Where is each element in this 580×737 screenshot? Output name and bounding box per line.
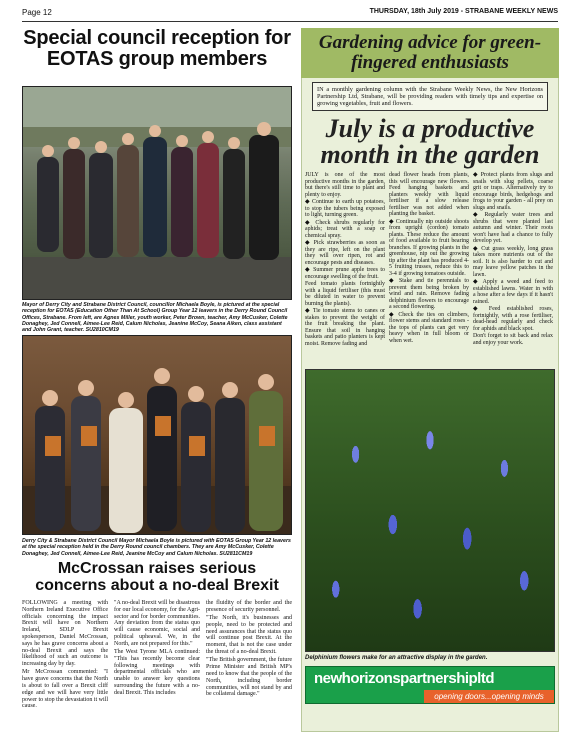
paragraph: the fluidity of the border and the presence of security personnel.: [206, 600, 292, 613]
gardening-article: [305, 172, 555, 348]
paragraph: Don't forget to sit back and relax and enjoy your work.: [473, 333, 553, 346]
paragraph: The West Tyrone MLA continued: "This has recently become clear following meetings with departmental officials who are unable to answer key questions surrounding the future with a no-deal Brexit. This includes: [114, 649, 200, 696]
paragraph: ◆ Cut grass weekly, long grass takes more nutrients out of the soil. It is also harder to cut and may leave yellow patches in the lawn.: [473, 245, 553, 278]
paragraph: Feed tomato plants fortnightly with a liquid fertiliser (this must be diluted in water to prevent burning the plants).: [305, 281, 385, 307]
photo-caption-1: Mayor of Derry City and Strabane District Council, councillor Michaela Boyle, is pictured at the special reception for EOTAS (Education Other Than At School) Group Year 12 leavers in the Derry Round Council Offices, Strabane. From left, are Agnes Miller, youth worker, Peter Brown, teacher, Amy McCusker, Colette Donaghey, Jed Connell, Aimee-Lee Reid, Calum Nicholas, Jeanine McCoy, Seana Aiken, class assistant and John Grant, teacher. SU2810CM19: [22, 302, 288, 334]
page-header: [22, 6, 558, 22]
left-column: [22, 28, 292, 70]
gardening-intro: IN a monthly gardening column with the Strabane Weekly News, the New Horizons Partnership Ltd, Strabane, will be providing readers with timely tips and expertise on growing vegetables, fruit and flowers.: [312, 82, 548, 111]
group-photo-2: [22, 335, 292, 535]
brexit-article: [22, 600, 292, 712]
new-horizons-logo: [305, 666, 555, 704]
paragraph: "The British government, the future Prime Minister and British MP's need to know that the people of the North, including border communities, will not stand by and be collateral damage.": [206, 657, 292, 698]
paragraph: ◆ Tie tomato stems to canes or stakes to prevent the weight of the fruit breaking the plant. Ensure that soil in hanging baskets and patio planters is kept moist. Remove fading and: [305, 308, 385, 347]
paragraph: ◆ Feed established roses, fortnightly, with a rose fertiliser, dead-head regularly and check for aphids and black spot.: [473, 306, 553, 332]
brexit-article-col-1: [22, 600, 108, 712]
group-photo-1-illustration: [23, 87, 292, 300]
paragraph: ◆ Check shrubs regularly for aphids; treat with a soap or chemical spray.: [305, 219, 385, 239]
paragraph: JULY is one of the most productive months in the garden, but there's still time to plant and plenty to enjoy.: [305, 172, 385, 198]
paragraph: "A no-deal Brexit will be disastrous for our local economy, for the Agri-sector and for border communities. Any deviation from the status quo will cause economic, social and political upheaval. We, in the North, are not prepared for this.": [114, 600, 200, 647]
gardening-col-2: [389, 172, 469, 348]
logo-name: newhorizonspartnershipltd: [314, 670, 495, 687]
gardening-col-1: [305, 172, 385, 348]
brexit-article-col-2: [114, 600, 200, 712]
paragraph: ◆ Check the ties on climbers, flower stems and standard roses - the tops of plants can get very heavy when in full bloom or when wet.: [389, 311, 469, 344]
group-photo-2-illustration: [23, 336, 292, 535]
paragraph: "The North, it's businesses and people, need to be protected and need assurances that the status quo will continue post Brexit. At the moment, that is not the case under the threat of a no-deal Brexit.: [206, 615, 292, 656]
page-number: Page 12: [22, 8, 52, 17]
gardening-col-3: [473, 172, 553, 348]
gardening-title: July is a productive month in the garden: [320, 114, 540, 169]
paragraph: ◆ Regularly water trees and shrubs that were planted last autumn and winter. Their roots won't have had a chance to fully develop yet.: [473, 212, 553, 244]
gardening-banner: [301, 28, 559, 78]
brexit-headline: McCrossan raises serious concerns about a no-deal Brexit: [35, 560, 279, 594]
paragraph: ◆ Continue to earth up potatoes, to stop the tubers being exposed to light, turning green.: [305, 199, 385, 218]
paragraph: ◆ Apply a weed and feed to established lawns. Water in with a hose after a few days if it hasn't rained.: [473, 279, 553, 305]
brexit-article-col-3: [206, 600, 292, 712]
delphinium-photo: [305, 369, 555, 652]
paragraph: dead flower heads from plants, this will encourage new flowers. Feed hanging baskets and planters weekly with liquid fertiliser if a slow release fertiliser was not added when planting the basket.: [389, 172, 469, 217]
paragraph: Mr McCrossan commented: "I have grave concerns that the North is about to fall over a Brexit cliff edge and we will have very little power to stop the devastation it will cause.: [22, 669, 108, 710]
paragraph: ◆ Stake and tie perennials to prevent them being broken by wind and rain. Remove fading delphinium flowers to encourage a second flowering.: [389, 278, 469, 310]
photo-caption-2: Derry City & Strabane District Council Mayor Michaela Boyle is pictured with EOTAS Group Year 12 leavers at the special reception held in the Derry Round council chambers. They are Amy McCusker, Colette Donaghey, Jed Connell, Aimee-Lee Reid, Jeanine McCoy and Calum Nicholas. SU2811CM19: [22, 538, 291, 557]
paragraph: ◆ Protect plants from slugs and snails with slug pellets, coarse grit or traps. Alternatively try to encourage birds, hedgehogs and frogs to your garden - all prey on slugs and snails.: [473, 172, 553, 211]
logo-tagline: opening doors...opening minds: [424, 690, 554, 703]
paragraph: ◆ Pick strawberries as soon as they are ripe, left on the plant they will over ripen, rot and encourage pests and diseases.: [305, 240, 385, 266]
reception-headline: Special council reception for EOTAS group members: [23, 27, 291, 70]
paragraph: FOLLOWING a meeting with Northern Ireland Executive Office officials concerning the impact Brexit will have on Northern Ireland, SDLP Brexit spokesperson, Daniel McCrossan, says he has grave concerns about a no-deal Brexit and says the likelihood of such an outcome is increasing day by day.: [22, 600, 108, 668]
group-photo-1: [22, 86, 292, 300]
delphinium-caption: Delphinium flowers make for an attractive display in the garden.: [305, 655, 488, 661]
paragraph: ◆ Summer prune apple trees to encourage swelling of the fruit.: [305, 267, 385, 280]
paragraph: ◆ Continually nip outside shoots from upright (cordon) tomato plants. These reduce the amount of food available to fruit bearing branches. If growing plants in the greenhouse, nip out the growing tip after the plant has produced 4-5 fruiting trusses, reduce this to 3-4 if growing tomatoes outside.: [389, 218, 469, 277]
gardening-banner-title: Gardening advice for green-fingered enthusiasts: [318, 32, 542, 73]
publication-line: THURSDAY, 18th July 2019 - STRABANE WEEKLY NEWS: [369, 8, 558, 15]
